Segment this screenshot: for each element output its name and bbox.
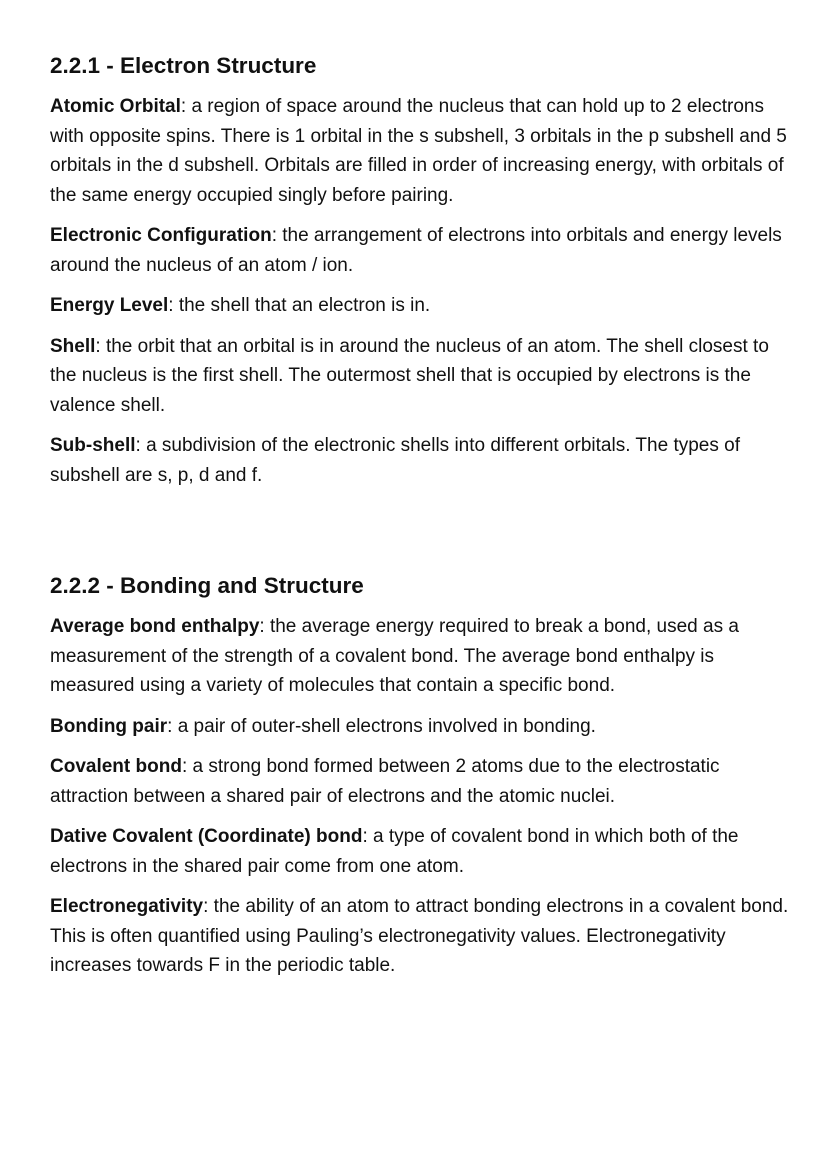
definition-text: : the arrangement of electrons into orbitals and energy levels around the nucleus of an atom / ion. <box>50 225 782 276</box>
definition-dative-covalent-bond <box>50 822 790 881</box>
definition-term: Electronegativity <box>50 896 204 917</box>
definition-sub-shell <box>50 431 790 490</box>
definition-covalent-bond <box>50 752 790 811</box>
definition-text: : the orbit that an orbital is in around the nucleus of an atom. The shell closest to the nucleus is the first shell. The outermost shell that is occupied by electrons is the valence shell. <box>50 335 769 416</box>
definition-average-bond-enthalpy <box>50 612 790 701</box>
definition-text: : a region of space around the nucleus that can hold up to 2 electrons with opposite spins. There is 1 orbital in the s subshell, 3 orbitals in the p subshell and 5 orbitals in the d subshell. Orbitals are filled in order of increasing energy, with orbitals of the same energy occupied singly before pairing. <box>50 96 787 206</box>
definition-term: Atomic Orbital <box>50 96 181 117</box>
definition-electronegativity <box>50 892 790 981</box>
definition-text: : the ability of an atom to attract bonding electrons in a covalent bond. This is often quantified using Pauling’s electronegativity values. Electronegativity increases towards F in the periodic table. <box>50 896 789 976</box>
section-bonding-and-structure <box>50 572 790 981</box>
definition-term: Bonding pair <box>50 715 168 737</box>
definition-term: Shell <box>50 335 96 357</box>
definition-atomic-orbital <box>50 92 790 210</box>
definition-text: : the shell that an electron is in. <box>168 295 431 316</box>
definition-term: Dative Covalent (Coordinate) bond <box>50 826 363 847</box>
definition-energy-level <box>50 291 790 321</box>
definition-term: Average bond enthalpy <box>50 616 260 637</box>
definition-bonding-pair <box>50 712 790 742</box>
section-heading: 2.2.1 - Electron Structure <box>50 53 317 78</box>
definition-text: : a type of covalent bond in which both of the electrons in the shared pair come from one atom. <box>50 826 739 877</box>
definition-text: : a strong bond formed between 2 atoms due to the electrostatic attraction between a shared pair of electrons and the atomic nuclei. <box>50 756 720 807</box>
definition-term: Covalent bond <box>50 756 182 777</box>
definition-electronic-configuration <box>50 221 790 280</box>
definition-text: : a pair of outer-shell electrons involved in bonding. <box>167 715 596 737</box>
definition-shell <box>50 332 790 421</box>
section-heading: 2.2.2 - Bonding and Structure <box>50 573 364 598</box>
definition-term: Electronic Configuration <box>50 225 272 246</box>
definition-text: : a subdivision of the electronic shells into different orbitals. The types of subshell are s, p, d and f. <box>50 435 740 486</box>
definition-term: Sub-shell <box>50 435 136 456</box>
definition-term: Energy Level <box>50 295 169 316</box>
definition-text: : the average energy required to break a bond, used as a measurement of the strength of a covalent bond. The average bond enthalpy is measured using a variety of molecules that contain a specific bond. <box>50 616 739 696</box>
document-page <box>50 52 790 992</box>
section-electron-structure <box>50 52 790 490</box>
